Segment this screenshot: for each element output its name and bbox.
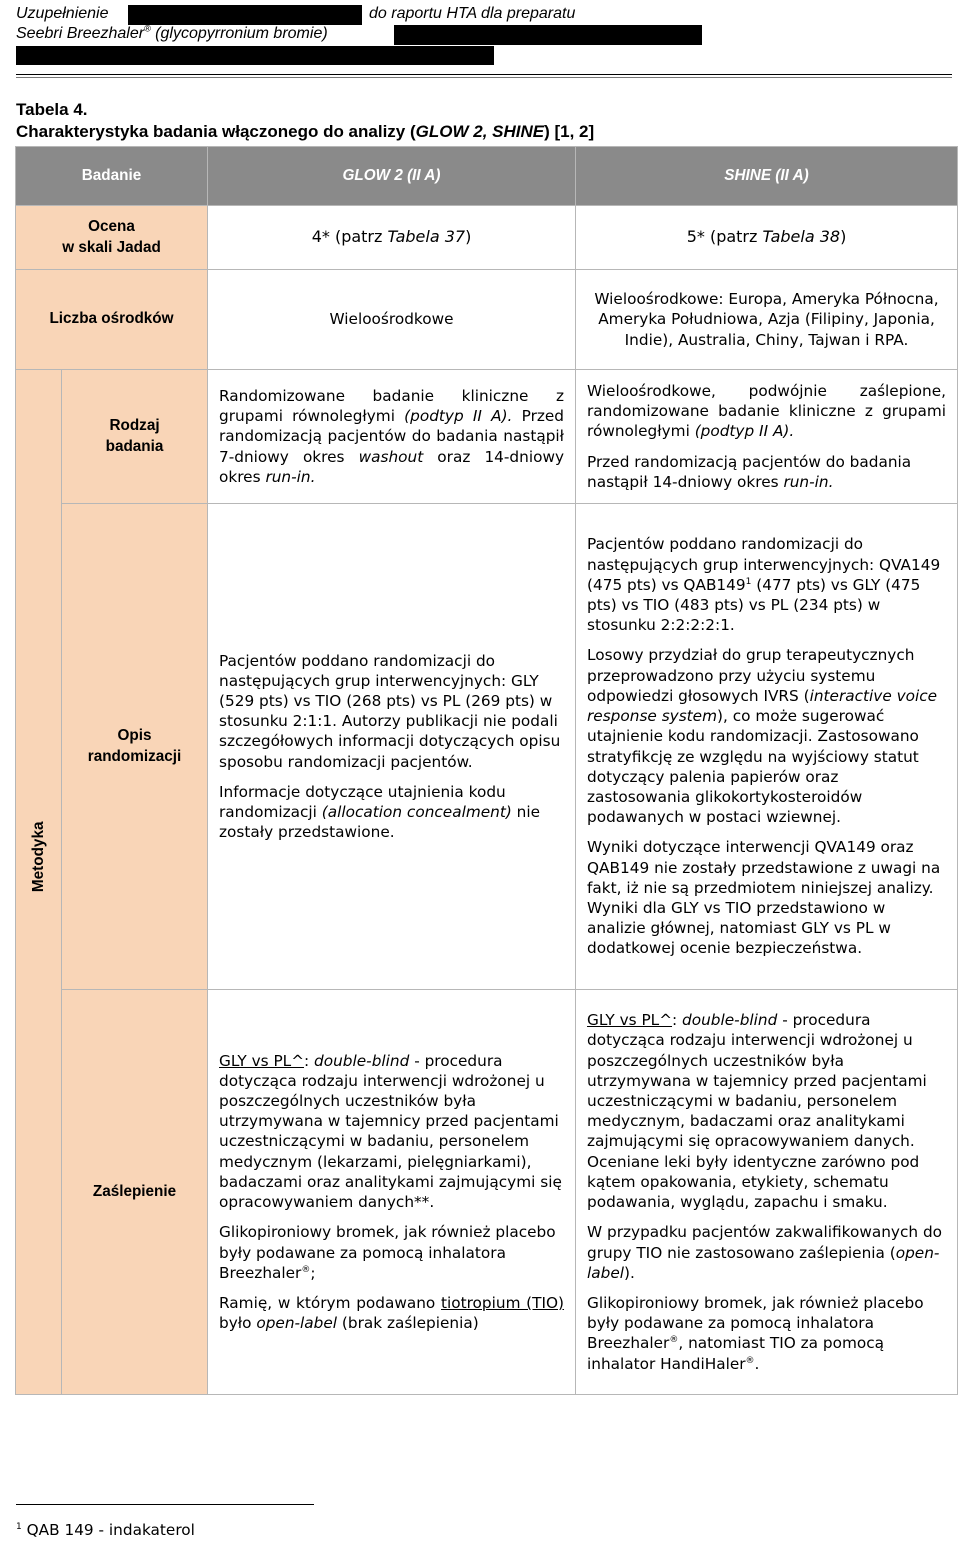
row-header-line: badania [105,437,164,455]
caption-text: Charakterystyka badania włączonego do analizy ( [16,122,416,141]
text-run-italic: double-blind [314,1051,410,1070]
caption-text-end: ) [1, 2] [544,122,595,141]
row-header-rodzaj [62,370,208,504]
table-caption-label: Tabela 4. [16,100,88,119]
text-run: ), co może sugerować utajnienie kodu randomizacji. Zastosowano stratyfikcję ze względu na wyjściowy statut dotyczący palenia papierów oraz zastosowania glikokortykosteroidów podawanych w postaci wziewnej. [587,707,919,827]
registered-mark: ® [745,1355,755,1366]
column-header-badanie: Badanie [16,147,208,206]
text-run: : [672,1011,683,1030]
header-product: Seebri Breezhaler [16,25,145,42]
text-run: Glikopironiowy bromek, jak również placebo były podawane za pomocą inhalatora Breezhaler [219,1223,556,1282]
footnote-text: QAB 149 - indakaterol [26,1521,195,1539]
row-header-line: Ocena [88,218,135,236]
text-run: . [754,1354,760,1373]
text-run: Informacje dotyczące utajnienia kodu randomizacji [219,782,506,821]
text-run: , natomiast TIO za pomocą inhalator HandiHaler [587,1334,884,1373]
row-header-line: randomizacji [87,747,182,765]
header-prefix: Uzupełnienie [16,5,109,22]
text-run: Pacjentów poddano randomizacji do następujących grup interwencyjnych: QVA149 (475 pts) vs QAB149 [587,535,941,594]
row-header-line: Rodzaj [109,417,160,435]
header-line-2 [16,25,328,43]
text-run-underline: tiotropium (TIO) [441,1293,565,1312]
footnote-ref: 1 [745,576,752,587]
text-run-underline: GLY vs PL^ [219,1051,305,1070]
redaction-bar [394,25,702,45]
text-run: ; [310,1263,316,1282]
text-run: - procedura dotycząca rodzaju interwencji wdrożonej u poszczególnych uczestników była utrzymywana w tajemnicy przed pacjentami uczestniczącymi w badaniu, personelem medycznym, badaczami oraz analitykami zajmującymi się opracowywaniem danych. Oceniane leki były identyczne zarówno pod kątem opakowania, etykiety, schematu podawania, wyglądu, zapachu i smaku. [587,1011,927,1212]
row-header-opis [62,504,208,990]
text-run: - procedura dotycząca rodzaju interwencji wdrożonej u poszczególnych uczestników była utrzymywana w tajemnicy przed pacjentami uczestniczącymi w badaniu, personelem medycznym (lekarzami, pielęgniarkami), badaczami oraz analitykami zajmującymi się opracowywaniem danych**. [219,1051,562,1212]
group-label-metodyka [16,370,62,1395]
jadad-score: 4* (patrz [311,227,388,247]
redaction-bar [128,5,362,25]
table-header-row [16,147,958,206]
row-header-jadad [16,206,208,270]
opis-glow2 [208,504,576,990]
rodzaj-shine [576,370,958,504]
opis-shine [576,504,958,990]
jadad-suffix: ) [465,227,472,247]
text-run: Glikopironiowy bromek, jak również placebo były podawane za pomocą inhalatora Breezhaler [587,1293,924,1353]
text-run: Przed randomizacją pacjentów do badania nastąpił 7-dniowy okres [219,407,565,466]
header-product-suffix: (glycopyrronium bromie) [155,25,328,42]
row-header-osrodki: Liczba ośrodków [16,270,208,370]
text-run-underline: GLY vs PL^ [587,1011,673,1030]
column-header-glow2: GLOW 2 (II A) [208,147,576,206]
header-divider [16,74,952,75]
text-run: : [304,1051,315,1070]
jadad-glow2 [208,206,576,270]
registered-mark: ® [301,1264,311,1275]
text-run-italic: open-label [587,1243,940,1282]
footnote-number: 1 [16,1521,22,1532]
jadad-score: 5* (patrz [686,227,763,247]
text-run: było [219,1314,257,1333]
study-characteristics-table [15,146,958,1395]
text-run: Randomizowane badanie kliniczne z grupami równoległymi [219,386,565,426]
text-run-italic: (podtyp II A). [694,422,795,441]
header-divider [16,77,952,78]
text-run: nie zostały przedstawione. [219,803,541,842]
text-run: Losowy przydział do grup terapeutycznych przeprowadzono przy użyciu systemu odpowiedzi głosowych IVRS ( [587,646,915,705]
text-run-italic: double-blind [682,1011,778,1030]
jadad-table-ref: Tabela 37 [387,227,466,247]
redaction-bar [16,46,494,65]
table-row-jadad [16,206,958,270]
table-row-opis [16,504,958,990]
table-row-rodzaj [16,370,958,504]
jadad-table-ref: Tabela 38 [762,227,841,247]
text-run: ). [624,1263,635,1282]
caption-study-names: GLOW 2, SHINE [415,122,545,141]
osrodki-glow2: Wieloośrodkowe [208,270,576,370]
header-line-1-end: do raportu HTA dla preparatu [369,5,576,22]
group-label-text: Metodyka [29,821,47,892]
zaslepienie-shine [576,990,958,1395]
text-run: Ramię, w którym podawano [219,1293,441,1312]
text-run-italic: (allocation concealment) [321,803,512,821]
footnote [16,1521,195,1539]
footnote-divider [16,1504,314,1505]
text-run: Przed randomizacją pacjentów do badania nastąpił 14-dniowy okres [587,452,912,491]
table-caption-title [16,121,594,143]
jadad-shine [576,206,958,270]
table-row-zaslepienie [16,990,958,1395]
text-run-italic: washout [358,447,424,466]
table-row-osrodki [16,270,958,370]
registered-mark: ® [144,23,151,34]
text-run: (477 pts) vs GLY (475 pts) vs TIO (483 pts) vs PL (234 pts) w stosunku 2:2:2:2:1. [587,575,921,635]
row-header-zaslepienie: Zaślepienie [62,990,208,1395]
text-run-italic: interactive voice response system [587,686,938,726]
text-run: Wieloośrodkowe, podwójnie zaślepione, randomizowane badanie kliniczne z grupami równoległymi [587,381,947,441]
text-run: (brak zaślepienia) [337,1314,479,1333]
zaslepienie-glow2 [208,990,576,1395]
text-run-italic: open-label [256,1314,338,1333]
row-header-line: Opis [117,727,152,745]
paragraph: Pacjentów poddano randomizacji do następujących grup interwencyjnych: GLY (529 pts) vs TIO (268 pts) vs PL (269 pts) w stosunku 2:1:1. Autorzy publikacji nie podali szczegółowych informacji dotyczących opisu sposobu randomizacji pacjentów. [219,651,561,771]
text-run: oraz 14-dniowy okres [219,447,565,486]
paragraph: Wyniki dotyczące interwencji QVA149 oraz QAB149 nie zostały przedstawione z uwagi na fakt, iż nie są przedmiotem niniejszej analizy. Wyniki dla GLY vs TIO przedstawiono w analizie głównej, natomiast GLY vs PL w dodatkowej ocenie bezpieczeństwa. [587,838,941,958]
registered-mark: ® [669,1335,679,1346]
rodzaj-glow2 [208,370,576,504]
text-run-italic: (podtyp II A). [404,407,513,426]
row-header-line: w skali Jadad [62,238,161,256]
jadad-suffix: ) [840,227,847,247]
osrodki-shine: Wieloośrodkowe: Europa, Ameryka Północna, Ameryka Południowa, Azja (Filipiny, Japonia, Indie), Australia, Chiny, Tajwan i RPA. [576,270,958,370]
header-line-1 [16,5,109,23]
column-header-shine: SHINE (II A) [576,147,958,206]
text-run-italic: run-in. [783,472,834,491]
text-run-italic: run-in. [265,467,316,486]
text-run: W przypadku pacjentów zakwalifikowanych do grupy TIO nie zastosowano zaślepienia ( [587,1223,943,1262]
